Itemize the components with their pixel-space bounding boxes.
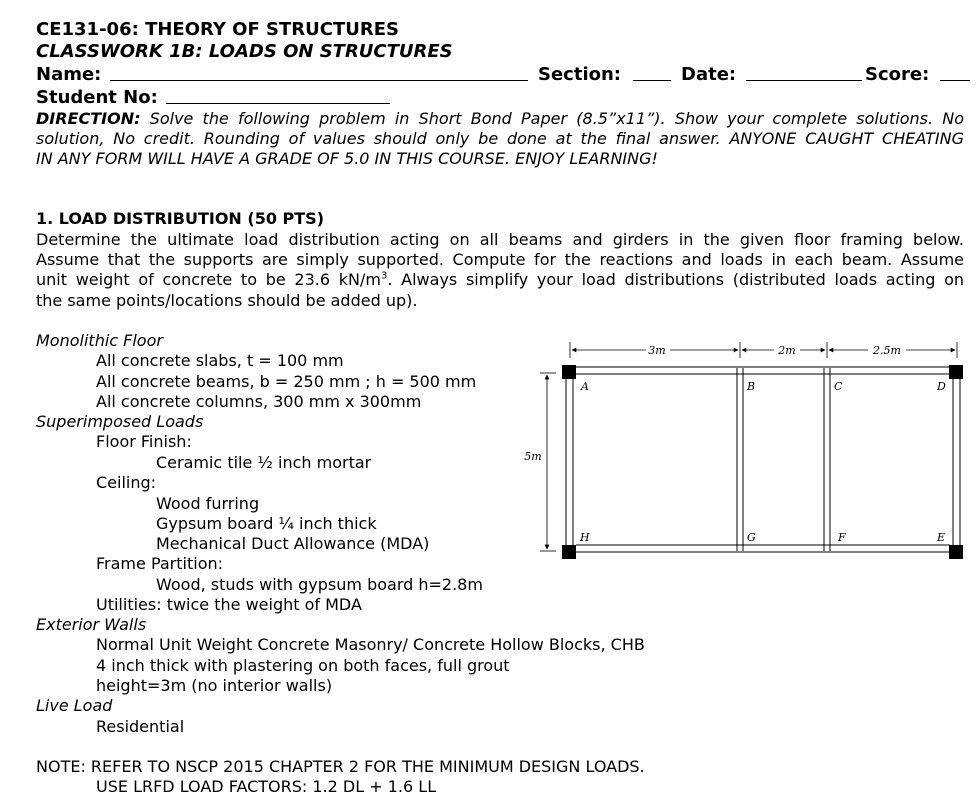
spec-ceramic: Ceramic tile ½ inch mortar [156, 453, 372, 472]
node-f: F [838, 531, 846, 544]
spec-wood-studs: Wood, studs with gypsum board h=2.8m [156, 575, 483, 594]
direction-line-3: IN ANY FORM WILL HAVE A GRADE OF 5.0 IN THIS COURSE. ENJOY LEARNING! [36, 149, 658, 168]
spec-wood-furring: Wood furring [156, 494, 260, 513]
problem-line-1: Determine the ultimate load distribution acting on all beams and girders in the given floor framing below. [36, 230, 964, 249]
exterior-walls-heading: Exterior Walls [36, 615, 147, 634]
problem-line-4: the same points/locations should be added up). [36, 291, 418, 310]
monolithic-floor-heading: Monolithic Floor [36, 331, 163, 350]
classwork-title: CLASSWORK 1B: LOADS ON STRUCTURES [36, 41, 453, 62]
note-line-1: NOTE: REFER TO NSCP 2015 CHAPTER 2 FOR THE MINIMUM DESIGN LOADS. [36, 757, 645, 776]
dim-2-5m: 2.5m [873, 344, 901, 357]
spec-height: height=3m (no interior walls) [96, 676, 333, 695]
node-g: G [747, 531, 756, 544]
spec-columns: All concrete columns, 300 mm x 300mm [96, 392, 422, 411]
column-a [562, 365, 576, 379]
node-d: D [937, 380, 946, 393]
problem-line-3: unit weight of concrete to be 23.6 $kN/m^3$. Always simplify your load distributions (distributed loads acting on [36, 270, 965, 289]
score-label: Score: [865, 64, 930, 85]
direction-line-1: DIRECTION: Solve the following problem in Short Bond Paper (8.5”x11”). Show your complete solutions. No [36, 109, 964, 128]
section-label: Section: [538, 64, 621, 85]
date-label: Date: [681, 64, 737, 85]
node-e: E [937, 531, 946, 544]
dim-2m: 2m [778, 344, 796, 357]
direction-line-2: solution, No credit. Rounding of values should only be done at the final answer. ANYONE CAUGHT CHEATING [36, 129, 964, 148]
column-e [949, 545, 963, 559]
spec-gypsum: Gypsum board ¼ inch thick [156, 514, 377, 533]
problem-heading: 1. LOAD DISTRIBUTION (50 PTS) [36, 209, 324, 228]
spec-slabs: All concrete slabs, t = 100 mm [96, 351, 344, 370]
note-line-2: USE LRFD LOAD FACTORS: 1.2 DL + 1.6 LL [96, 777, 437, 796]
live-load-heading: Live Load [36, 696, 113, 715]
student-no-label: Student No: [36, 87, 158, 108]
spec-utilities: Utilities: twice the weight of MDA [96, 595, 362, 614]
beams [566, 367, 960, 552]
spec-residential: Residential [96, 717, 185, 736]
dim-3m: 3m [648, 344, 666, 357]
superimposed-heading: Superimposed Loads [36, 412, 204, 431]
problem-line-2: Assume that the supports are simply supported. Compute for the reactions and loads in each beam. Assume [36, 250, 964, 269]
dim-5m: 5m [524, 450, 542, 463]
spec-mda: Mechanical Duct Allowance (MDA) [156, 534, 430, 553]
node-h: H [580, 531, 590, 544]
name-label: Name: [36, 64, 102, 85]
column-h [562, 545, 576, 559]
spec-floor-finish: Floor Finish: [96, 432, 192, 451]
node-b: B [747, 380, 756, 393]
spec-frame-partition: Frame Partition: [96, 554, 224, 573]
direction-label: DIRECTION: [36, 109, 141, 128]
node-c: C [834, 380, 843, 393]
column-d [949, 365, 963, 379]
spec-thickness: 4 inch thick with plastering on both faces, full grout [96, 656, 510, 675]
spec-chb: Normal Unit Weight Concrete Masonry/ Concrete Hollow Blocks, CHB [96, 635, 645, 654]
spec-beams: All concrete beams, b = 250 mm ; h = 500 mm [96, 372, 477, 391]
node-a: A [581, 380, 589, 393]
course-title: CE131-06: THEORY OF STRUCTURES [36, 19, 399, 40]
spec-ceiling: Ceiling: [96, 473, 157, 492]
